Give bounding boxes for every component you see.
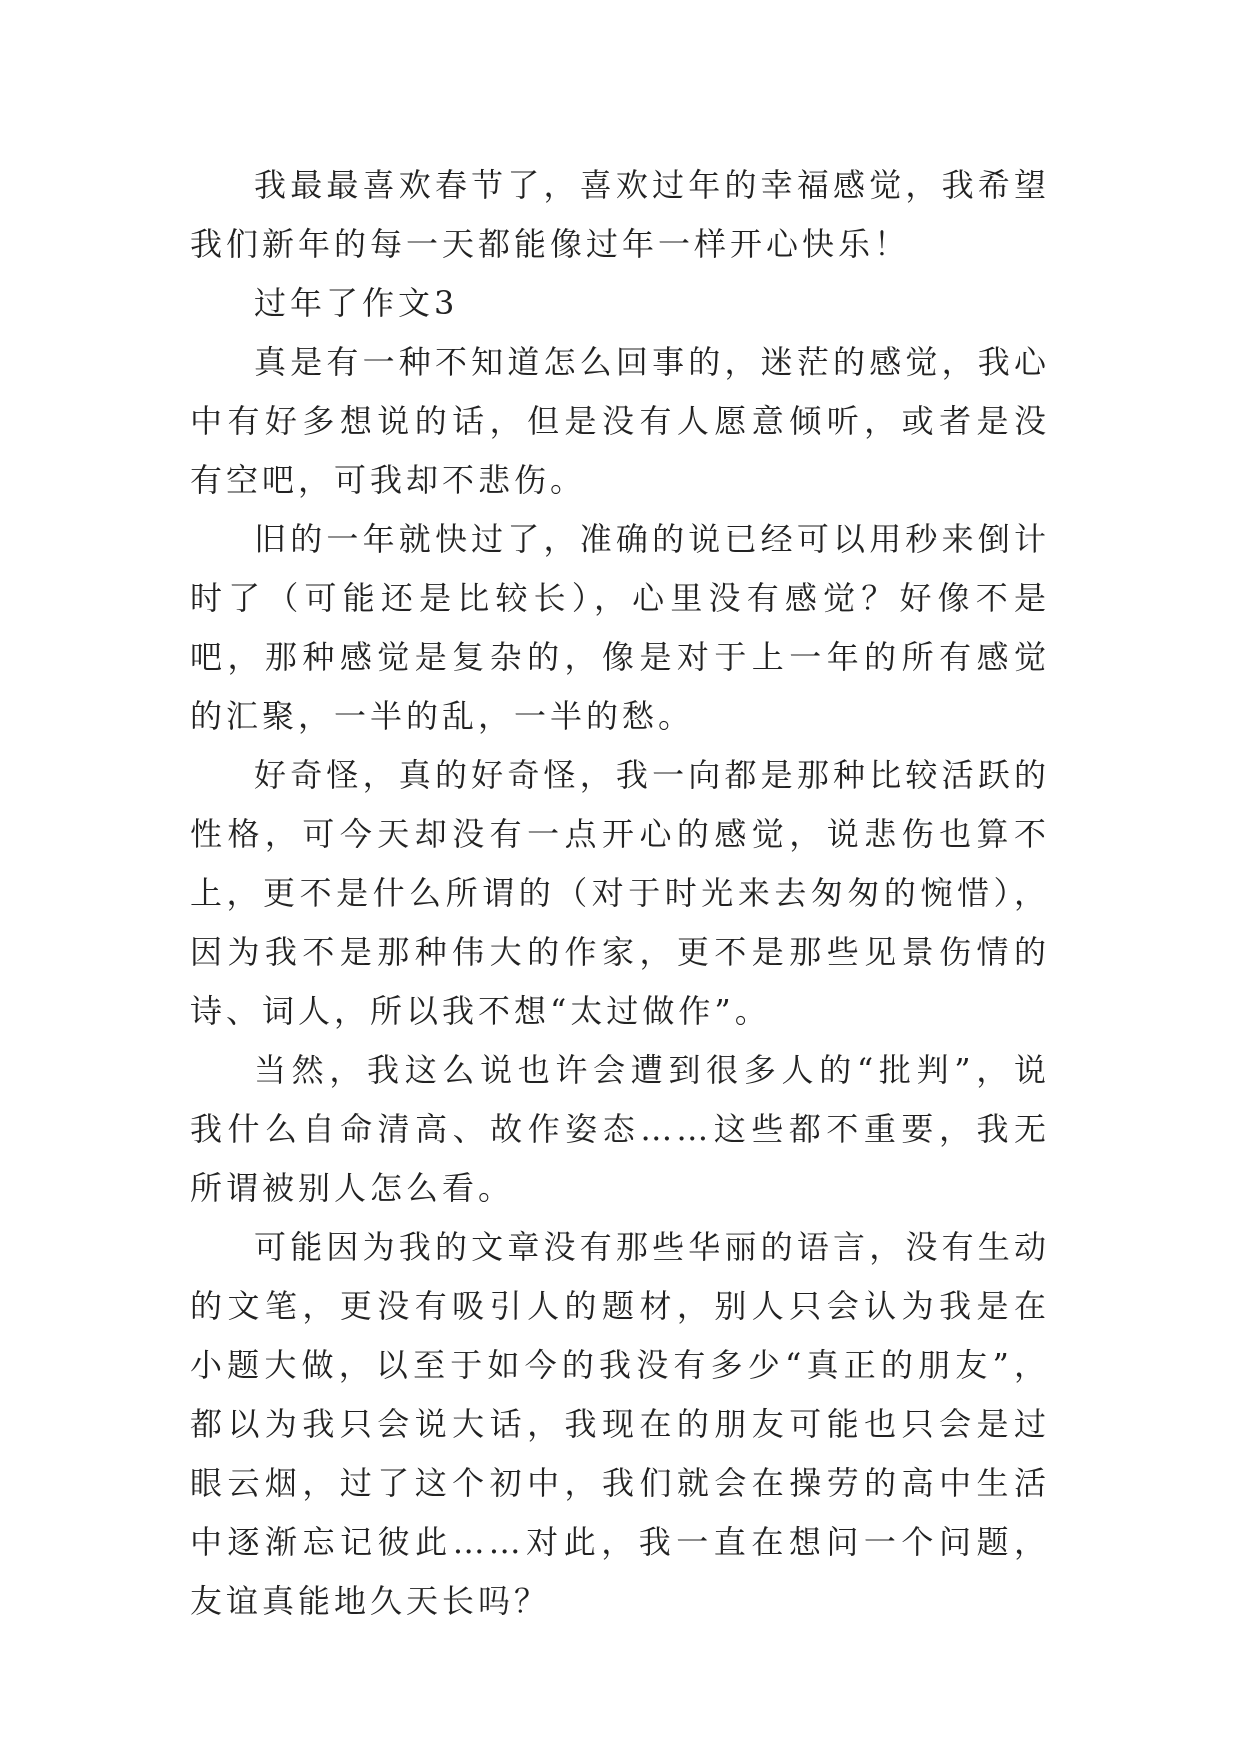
paragraph-4: 好奇怪，真的好奇怪，我一向都是那种比较活跃的性格，可今天却没有一点开心的感觉，说悲伤也算不上，更不是什么所谓的（对于时光来去匆匆的惋惜），因为我不是那种伟大的作家，更不是那些见景伤情的诗、词人，所以我不想“太过做作”。 [190,756,1050,1030]
paragraph-1: 我最最喜欢春节了，喜欢过年的幸福感觉，我希望我们新年的每一天都能像过年一样开心快乐！ [190,166,1050,263]
section-heading: 过年了作文3 [254,284,459,322]
document-body [190,156,1050,1631]
paragraph-6: 可能因为我的文章没有那些华丽的语言，没有生动的文笔，更没有吸引人的题材，别人只会认为我是在小题大做，以至于如今的我没有多少“真正的朋友”，都以为我只会说大话，我现在的朋友可能也只会是过眼云烟，过了这个初中，我们就会在操劳的高中生活中逐渐忘记彼此……对此，我一直在想问一个问题，友谊真能地久天长吗？ [190,1228,1050,1620]
paragraph-5: 当然，我这么说也许会遭到很多人的“批判”，说我什么自命清高、故作姿态……这些都不重要，我无所谓被别人怎么看。 [190,1051,1050,1207]
paragraph-3: 旧的一年就快过了，准确的说已经可以用秒来倒计时了（可能还是比较长），心里没有感觉？好像不是吧，那种感觉是复杂的，像是对于上一年的所有感觉的汇聚，一半的乱，一半的愁。 [190,520,1050,735]
paragraph-2: 真是有一种不知道怎么回事的，迷茫的感觉，我心中有好多想说的话，但是没有人愿意倾听，或者是没有空吧，可我却不悲伤。 [190,343,1050,499]
